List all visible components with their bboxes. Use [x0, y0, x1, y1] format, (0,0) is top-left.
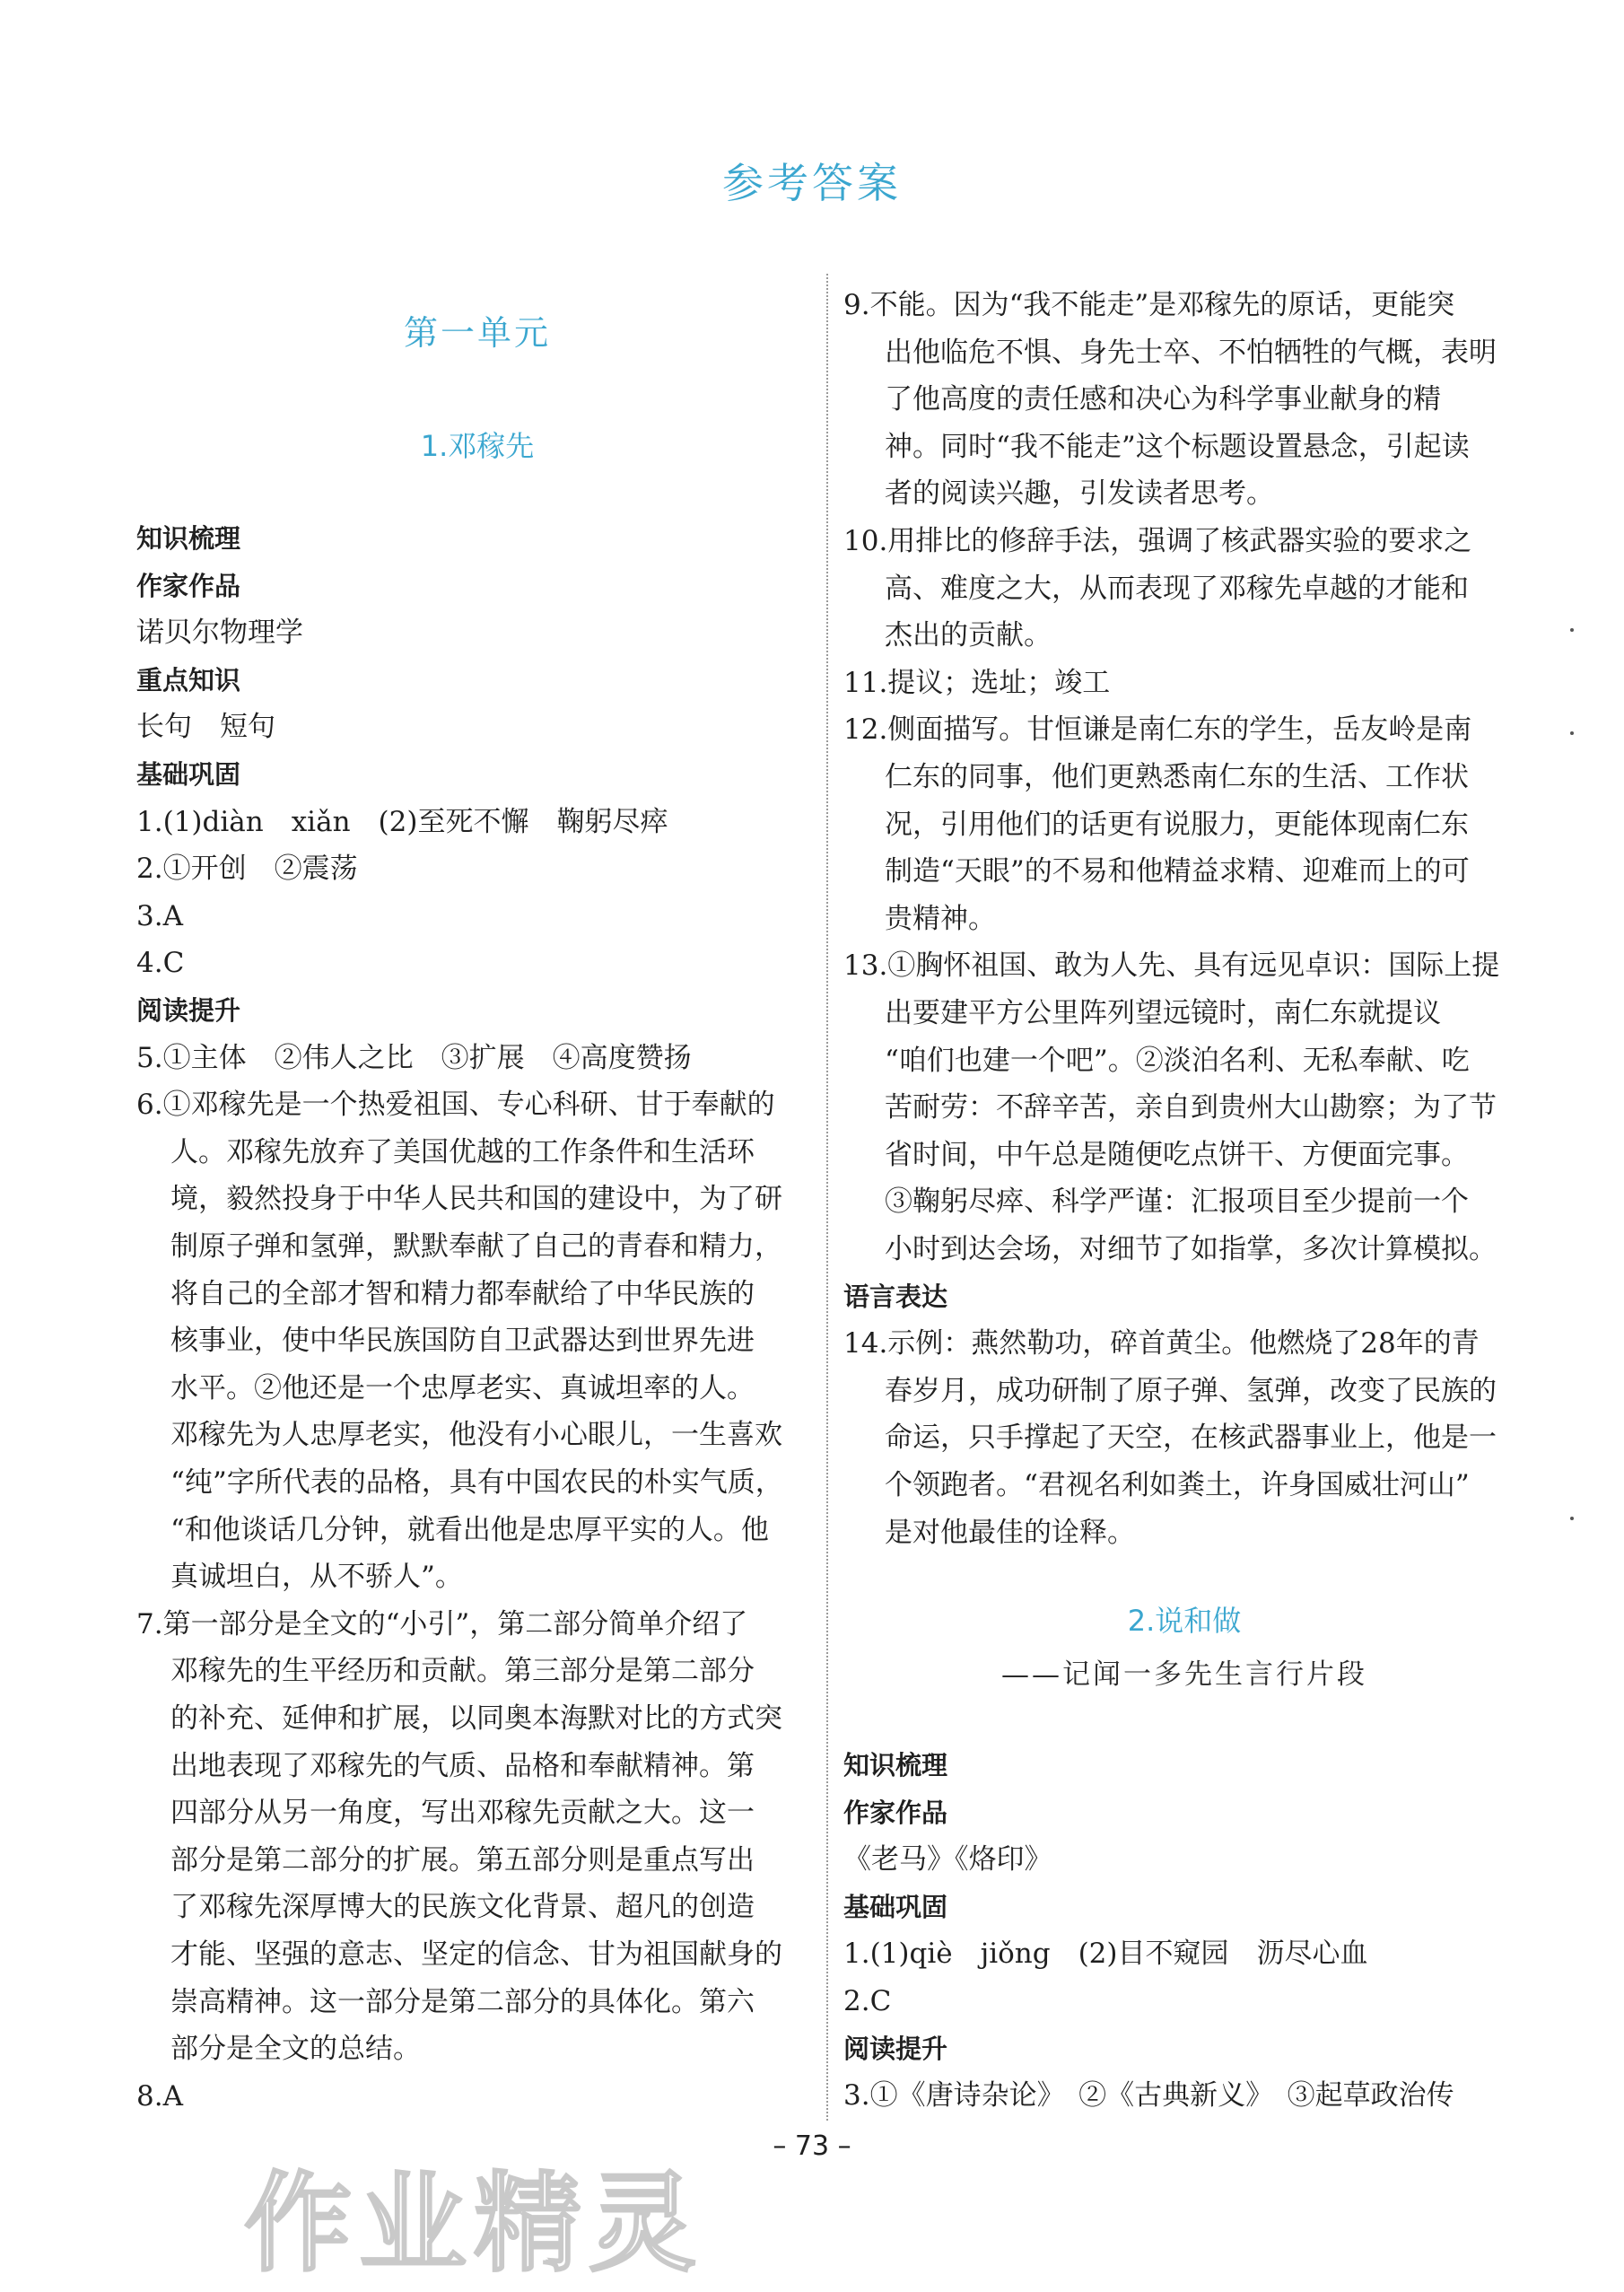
margin-dot — [1570, 1517, 1574, 1520]
answer-line: 高、难度之大，从而表现了邓稼先卓越的才能和 — [885, 572, 1469, 605]
answer-line: 部分是全文的总结。 — [170, 2033, 421, 2066]
answer-line: 杰出的贡献。 — [885, 619, 1052, 652]
answer-line: 贵精神。 — [885, 902, 996, 935]
answer-line: 个领跑者。“君视名利如粪土，许身国威壮河山” — [885, 1469, 1470, 1501]
section-heading: 作家作品 — [136, 570, 241, 601]
section-heading: 基础巩固 — [136, 759, 241, 790]
answer-line: 水平。②他还是一个忠厚老实、真诚坦率的人。 — [170, 1371, 755, 1404]
answer-line: 真诚坦白，从不骄人”。 — [170, 1561, 463, 1594]
section-heading: 重点知识 — [136, 664, 241, 695]
answer-line: 诺贝尔物理学 — [136, 617, 303, 650]
answer-line: 7.第一部分是全文的“小引”，第二部分简单介绍了 — [136, 1607, 748, 1640]
answer-line: 11.提议；选址；竣工 — [843, 666, 1111, 699]
section-heading: 语言表达 — [843, 1281, 948, 1312]
answer-line: 了邓稼先深厚博大的民族文化背景、超凡的创造 — [170, 1891, 755, 1924]
answer-line: 制造“天眼”的不易和他精益求精、迎难而上的可 — [885, 855, 1470, 888]
margin-dot — [1570, 628, 1574, 632]
answer-line: 12.侧面描写。甘恒谦是南仁东的学生，岳友岭是南 — [843, 713, 1472, 747]
answer-line: 2.①开创 ②震荡 — [136, 853, 358, 886]
answer-line: 13.①胸怀祖国、敢为人先、具有远见卓识：国际上提 — [843, 949, 1500, 983]
answer-line: 才能、坚强的意志、坚定的信念、甘为祖国献身的 — [170, 1938, 782, 1971]
page-title: 参考答案 — [722, 159, 902, 207]
lesson-1-title: 1.邓稼先 — [420, 429, 535, 463]
answer-line: “和他谈话几分钟，就看出他是忠厚平实的人。他 — [170, 1513, 769, 1546]
answer-line: 2.C — [843, 1985, 892, 2017]
answer-line: 者的阅读兴趣，引发读者思考。 — [885, 477, 1274, 511]
lesson-2-subtitle: ——记闻一多先生言行片段 — [1001, 1658, 1367, 1691]
answer-line: 境，毅然投身于中华人民共和国的建设中，为了研 — [170, 1183, 782, 1216]
answer-line: 将自己的全部才智和精力都奉献给了中华民族的 — [170, 1277, 755, 1310]
answer-line: 省时间，中午总是随便吃点饼干、方便面完事。 — [885, 1138, 1469, 1171]
answer-line: 的补充、延伸和扩展，以同奥本海默对比的方式突 — [170, 1702, 782, 1735]
section-heading: 知识梳理 — [843, 1750, 948, 1780]
answer-line: 春岁月，成功研制了原子弹、氢弹，改变了民族的 — [885, 1374, 1497, 1407]
answer-line: 6.①邓稼先是一个热爱祖国、专心科研、甘于奉献的 — [136, 1089, 775, 1122]
answer-line: 出地表现了邓稼先的气质、品格和奉献精神。第 — [170, 1749, 755, 1782]
answer-line: 10.用排比的修辞手法，强调了核武器实验的要求之 — [843, 525, 1472, 557]
answer-line: 苦耐劳：不辞辛苦，亲自到贵州大山勘察；为了节 — [885, 1091, 1497, 1124]
answer-line: ③鞠躬尽瘁、科学严谨：汇报项目至少提前一个 — [885, 1185, 1469, 1219]
watermark-logo: 作业精灵 — [244, 2162, 703, 2287]
answer-line: 3.①《唐诗杂论》 ②《古典新义》 ③起草政治传 — [843, 2079, 1454, 2113]
answer-line: 部分是第二部分的扩展。第五部分则是重点写出 — [170, 1843, 755, 1876]
section-heading: 知识梳理 — [136, 523, 241, 554]
answer-line: 14.示例：燕然勒功，碎首黄尘。他燃烧了28年的青 — [843, 1327, 1480, 1360]
answer-line: 9.不能。因为“我不能走”是邓稼先的原话，更能突 — [843, 289, 1455, 321]
answer-line: 了他高度的责任感和决心为科学事业献身的精 — [885, 383, 1441, 416]
answer-line: 出他临危不惧、身先士卒、不怕牺牲的气概，表明 — [885, 336, 1497, 369]
section-heading: 阅读提升 — [136, 995, 241, 1026]
answer-line: 出要建平方公里阵列望远镜时，南仁东就提议 — [885, 997, 1441, 1029]
answer-line: 是对他最佳的诠释。 — [885, 1516, 1135, 1549]
answer-line: “咱们也建一个吧”。②淡泊名利、无私奉献、吃 — [885, 1044, 1470, 1077]
answer-line: 长句 短句 — [136, 711, 275, 744]
answer-line: 《老马》《烙印》 — [843, 1843, 1052, 1876]
answer-line: 况，引用他们的话更有说服力，更能体现南仁东 — [885, 808, 1469, 841]
answer-line: 4.C — [136, 947, 185, 980]
margin-dot — [1570, 731, 1574, 735]
section-heading: 基础巩固 — [843, 1891, 948, 1922]
section-heading: 作家作品 — [843, 1797, 948, 1828]
unit-title: 第一单元 — [403, 313, 551, 353]
answer-line: 8.A — [136, 2079, 183, 2113]
lesson-2-title: 2.说和做 — [1127, 1604, 1242, 1638]
answer-line: 小时到达会场，对细节了如指掌，多次计算模拟。 — [885, 1233, 1497, 1265]
answer-line: 四部分从另一角度，写出邓稼先贡献之大。这一 — [170, 1797, 755, 1830]
answer-line: 崇高精神。这一部分是第二部分的具体化。第六 — [170, 1985, 755, 2018]
answer-line: 1.(1)diàn xiǎn (2)至死不懈 鞠躬尽瘁 — [136, 805, 668, 838]
answer-line: 3.A — [136, 899, 183, 932]
answer-line: 仁东的同事，他们更熟悉南仁东的生活、工作状 — [885, 761, 1469, 793]
answer-line: 1.(1)qiè jiǒng (2)目不窥园 沥尽心血 — [843, 1938, 1368, 1971]
answer-line: “纯”字所代表的品格，具有中国农民的朴实气质， — [170, 1466, 783, 1499]
section-heading: 阅读提升 — [843, 2033, 948, 2064]
answer-line: 邓稼先的生平经历和贡献。第三部分是第二部分 — [170, 1655, 755, 1688]
answer-line: 核事业，使中华民族国防自卫武器达到世界先进 — [170, 1325, 755, 1358]
answer-line: 邓稼先为人忠厚老实，他没有小心眼儿，一生喜欢 — [170, 1419, 782, 1452]
page-number: – 73 – — [773, 2130, 851, 2162]
answer-line: 神。同时“我不能走”这个标题设置悬念，引起读 — [885, 430, 1470, 463]
answer-line: 人。邓稼先放弃了美国优越的工作条件和生活环 — [170, 1135, 755, 1168]
answer-line: 5.①主体 ②伟人之比 ③扩展 ④高度赞扬 — [136, 1041, 692, 1074]
column-divider — [826, 274, 828, 2121]
answer-line: 命运，只手撑起了天空，在核武器事业上，他是一 — [885, 1422, 1497, 1455]
answer-line: 制原子弹和氢弹，默默奉献了自己的青春和精力， — [170, 1230, 782, 1263]
